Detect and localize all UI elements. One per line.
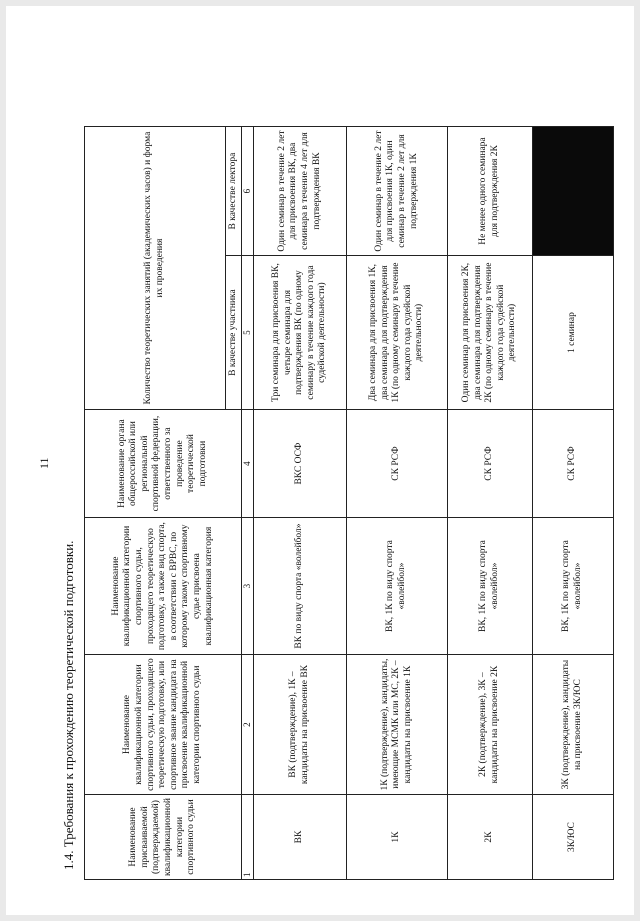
theory-training-requirements-table: [84, 126, 614, 880]
table-row: [253, 127, 346, 880]
category-cell: 1К: [346, 795, 447, 880]
column-number: 1: [242, 795, 254, 880]
rotated-page-content: [6, 6, 634, 915]
table-row: [346, 127, 447, 880]
participant-seminars-cell: 1 семинар: [532, 256, 613, 410]
candidate-cell: ВК (подтверждение), 1К – кандидаты на присвоение ВК: [253, 655, 346, 795]
column-number: 5: [242, 256, 254, 410]
header-cell-5-6: Количество теоретических занятий (академических часов) и форма их проведения: [85, 127, 226, 410]
lecturer-seminars-cell: Не менее одного семинара для подтверждения 2К: [447, 127, 532, 256]
column-number: 2: [242, 655, 254, 795]
document-page: [6, 6, 634, 915]
federation-body-cell: СК РСФ: [346, 410, 447, 518]
lecturer-seminars-cell-redacted: [532, 127, 613, 256]
column-number: 3: [242, 518, 254, 655]
header-cell-6: В качестве лектора: [226, 127, 242, 256]
federation-body-cell: СК РСФ: [447, 410, 532, 518]
referee-category-cell: ВК, 1К по виду спорта «волейбол»: [447, 518, 532, 655]
header-cell-2: Наименование квалификационной категории спортивного судьи, проходящего теоретическую подготовку, или спортивное звание кандидата на присвоение квалификационной категории спортивного судьи: [85, 655, 242, 795]
candidate-cell: 3К (подтверждение), кандидаты на присвоение 3К/ЮС: [532, 655, 613, 795]
category-cell: ВК: [253, 795, 346, 880]
participant-seminars-cell: Три семинара для присвоения ВК, четыре семинара для подтверждения ВК (по одному семинару в течение каждого года судейской деятельности): [253, 256, 346, 410]
column-number-row: [242, 127, 254, 880]
referee-category-cell: ВК, 1К по виду спорта «волейбол»: [532, 518, 613, 655]
page-number: 11: [37, 457, 51, 469]
participant-seminars-cell: Два семинара для присвоения 1К, два семинара для подтверждения 1К (по одному семинару в течение каждого года судейской деятельности): [346, 256, 447, 410]
referee-category-cell: ВК по виду спорта «волейбол»: [253, 518, 346, 655]
header-cell-5: В качестве участника: [226, 256, 242, 410]
table-row: [447, 127, 532, 880]
category-cell: 2К: [447, 795, 532, 880]
referee-category-cell: ВК, 1К по виду спорта «волейбол»: [346, 518, 447, 655]
federation-body-cell: ВКС ОСФ: [253, 410, 346, 518]
header-cell-3: Наименование квалификационной категории спортивного судьи, проходящего теоретическую подготовку, а также вид спорта, в соответствии с ВРВС, по которому такому спортивному судье присвоена квалификационная категория: [85, 518, 242, 655]
category-cell: 3К/ЮС: [532, 795, 613, 880]
participant-seminars-cell: Один семинар для присвоения 2К, два семинара для подтверждения 2К (по одному семинару в течение каждого года судейской деятельности): [447, 256, 532, 410]
column-number: 6: [242, 127, 254, 256]
column-number: 4: [242, 410, 254, 518]
table-row: [532, 127, 613, 880]
section-heading: 1.4. Требования к прохождению теоретической подготовки.: [61, 540, 76, 870]
candidate-cell: 1К (подтверждение), кандидаты, имеющие МСМК или МС, 2К – кандидаты на присвоение 1К: [346, 655, 447, 795]
header-cell-4: Наименование органа общероссийской или региональной спортивной федерации, ответственного за проведение теоретической подготовки: [85, 410, 242, 518]
header-cell-1: Наименование присваиваемой (подтверждаемой) квалификационной категории спортивного судьи: [85, 795, 242, 880]
candidate-cell: 2К (подтверждение), 3К – кандидаты на присвоение 2К: [447, 655, 532, 795]
federation-body-cell: СК РСФ: [532, 410, 613, 518]
lecturer-seminars-cell: Один семинар в течение 2 лет для присвоения ВК, два семинара в течение 4 лет для подтверждения ВК: [253, 127, 346, 256]
header-row: [85, 127, 226, 880]
lecturer-seminars-cell: Один семинар в течение 2 лет для присвоения 1К, один семинар в течение 2 лет для подтверждения 1К: [346, 127, 447, 256]
